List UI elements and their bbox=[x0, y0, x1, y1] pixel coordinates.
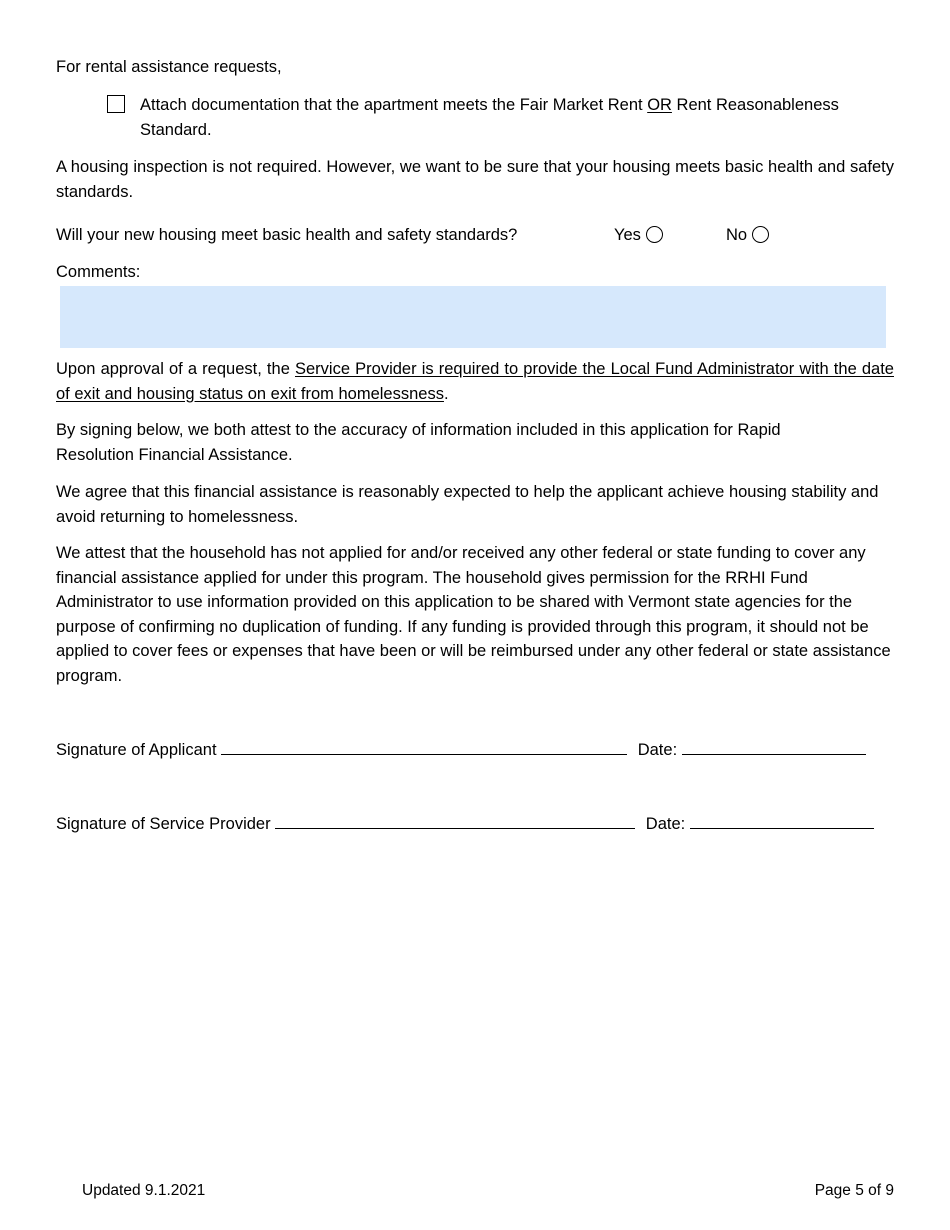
applicant-signature-row bbox=[56, 737, 894, 763]
provider-signature-row bbox=[56, 811, 894, 837]
no-radio[interactable] bbox=[752, 226, 769, 243]
comments-label: Comments: bbox=[56, 263, 141, 281]
health-safety-question: Will your new housing meet basic health and safety standards? bbox=[56, 226, 518, 244]
provider-date-label: Date: bbox=[645, 815, 686, 833]
rental-intro: For rental assistance requests, bbox=[56, 58, 282, 76]
attest-paragraph: By signing below, we both attest to the accuracy of information included in this application for Rapid Resolution Financial Assistance. bbox=[56, 421, 781, 464]
comments-field[interactable] bbox=[60, 286, 886, 348]
yes-radio[interactable] bbox=[646, 226, 663, 243]
checkbox-label: Attach documentation that the apartment meets the Fair Market Rent OR Rent Reasonableness Standard. bbox=[140, 96, 839, 139]
yes-label: Yes bbox=[614, 226, 641, 244]
applicant-signature-line[interactable] bbox=[221, 737, 627, 755]
no-label: No bbox=[726, 226, 748, 244]
applicant-date-label: Date: bbox=[637, 741, 678, 759]
funding-paragraph: We attest that the household has not applied for and/or received any other federal or state funding to cover any financial assistance applied for under this program. The household gives permission for the RRHI Fund Administrator to use information provided on this application to be shared with Vermont state agencies for the purpose of confirming no duplication of funding. If any funding is provided through this program, it should not be applied to cover fees or expenses that have been or will be reimbursed under any other federal or state assistance program. bbox=[56, 544, 891, 685]
applicant-signature-label: Signature of Applicant bbox=[56, 741, 217, 759]
provider-signature-label: Signature of Service Provider bbox=[56, 815, 271, 833]
no-option bbox=[726, 223, 769, 248]
footer-updated: Updated 9.1.2021 bbox=[82, 1182, 206, 1199]
approval-paragraph: Upon approval of a request, the Service Provider is required to provide the Local Fund Administrator with the date of exit and housing status on exit from homelessness. bbox=[56, 360, 894, 403]
applicant-date-line[interactable] bbox=[682, 737, 866, 755]
agree-paragraph: We agree that this financial assistance is reasonably expected to help the applicant achieve housing stability and avoid returning to homelessness. bbox=[56, 483, 879, 526]
provider-date-line[interactable] bbox=[690, 811, 874, 829]
inspection-paragraph: A housing inspection is not required. However, we want to be sure that your housing meets basic health and safety standards. bbox=[56, 158, 894, 201]
footer-page-number: Page 5 of 9 bbox=[814, 1182, 894, 1199]
yes-option bbox=[614, 223, 663, 248]
provider-signature-line[interactable] bbox=[275, 811, 635, 829]
fair-market-rent-checkbox[interactable] bbox=[107, 95, 125, 113]
